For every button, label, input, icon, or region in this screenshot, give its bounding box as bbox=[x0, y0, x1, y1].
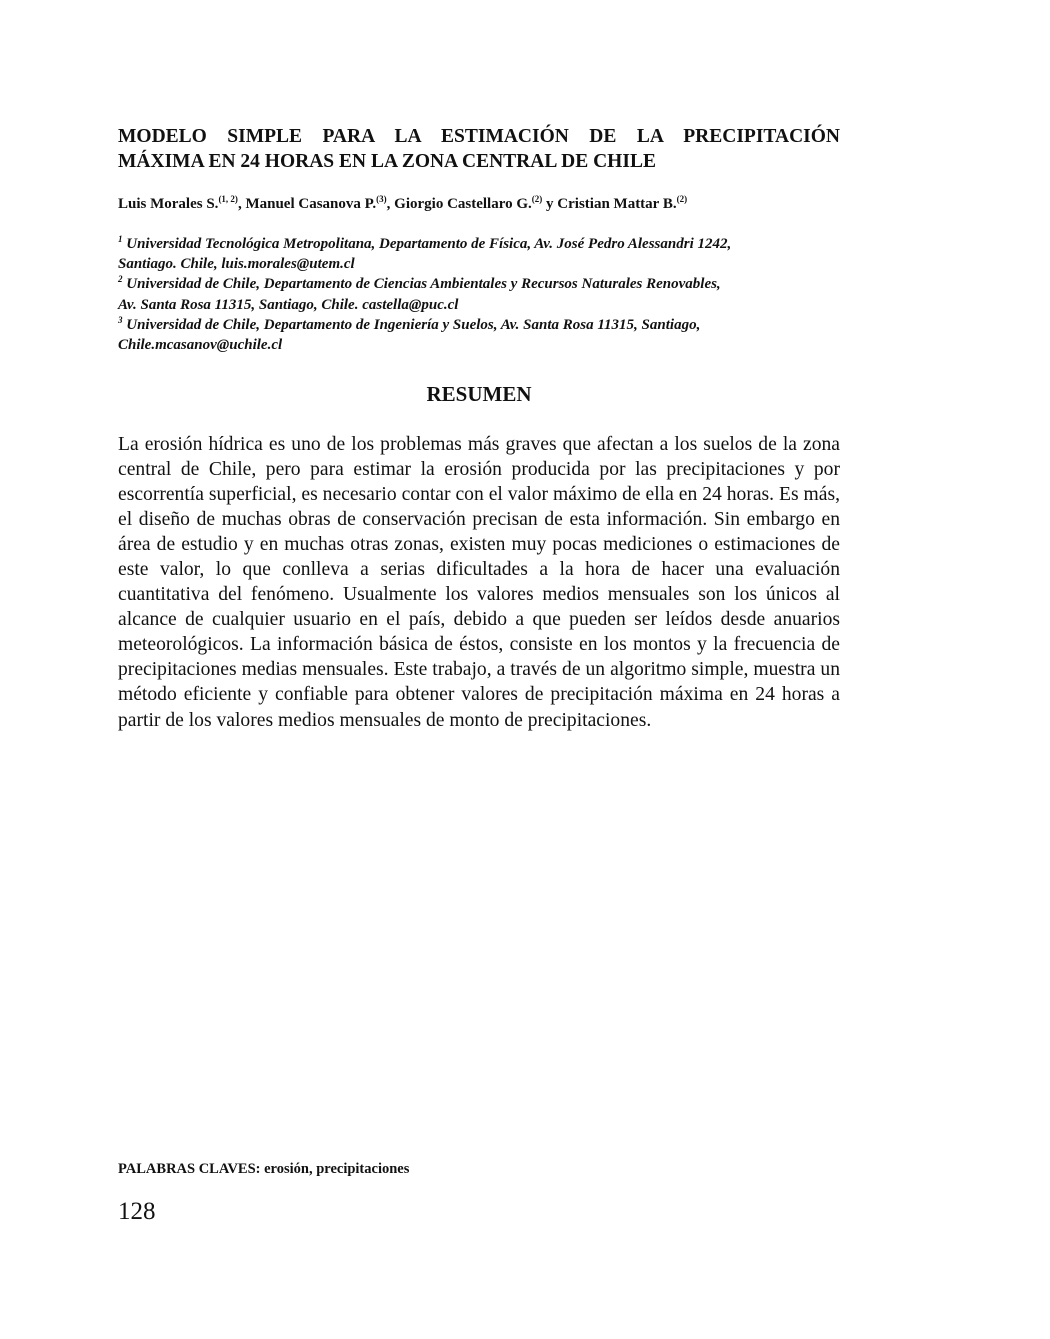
affiliation-line: Av. Santa Rosa 11315, Santiago, Chile. castella@puc.cl bbox=[118, 296, 459, 313]
affiliation-line bbox=[118, 234, 840, 254]
affiliation-line: Santiago. Chile, luis.morales@utem.cl bbox=[118, 256, 355, 273]
author-name: Cristian Mattar B. bbox=[557, 196, 677, 212]
affiliation-number: 3 bbox=[118, 314, 123, 325]
affiliation-line bbox=[118, 315, 840, 335]
author-name: Manuel Casanova P. bbox=[245, 196, 377, 212]
author-affiliation-ref: (1, 2) bbox=[218, 194, 238, 204]
author-name: Giorgio Castellaro G. bbox=[394, 196, 532, 212]
abstract-body: La erosión hídrica es uno de los problemas más graves que afectan a los suelos de la zona central de Chile, pero para estimar la erosión producida por las precipitaciones y por escorrentía superficial, es necesario contar con el valor máximo de ella en 24 horas. Es más, el diseño de muchas obras de conservación precisan de esta información. Sin embargo en área de estudio y en muchas otras zonas, existen muy pocas mediciones o estimaciones de este valor, lo que conlleva a serias dificultades a la hora de hacer una evaluación cuantitativa del fenómeno. Usualmente los valores medios mensuales son los únicos al alcance de cualquier usuario en el país, debido a que pueden ser leídos desde anuarios meteorológicos. La información básica de éstos, consiste en los montos y la frecuencia de precipitaciones medias mensuales. Este trabajo, a través de un algoritmo simple, muestra un método eficiente y confiable para obtener valores de precipitación máxima en 24 horas a partir de los valores medios mensuales de monto de precipitaciones. bbox=[118, 434, 840, 731]
keywords bbox=[118, 1159, 840, 1179]
author-separator: , bbox=[237, 196, 246, 212]
author-list bbox=[118, 193, 840, 215]
page-number: 128 bbox=[118, 1198, 156, 1225]
paper-page bbox=[118, 0, 840, 1339]
affiliation-text: Universidad Tecnológica Metropolitana, Departamento de Física, Av. José Pedro Alessandri 1242, bbox=[122, 236, 732, 252]
author-separator: y bbox=[542, 196, 558, 212]
affiliation-number: 2 bbox=[118, 274, 123, 285]
affiliation-line: Chile.mcasanov@uchile.cl bbox=[118, 337, 283, 354]
affiliation-text: Universidad de Chile, Departamento de Ingeniería y Suelos, Av. Santa Rosa 11315, Santiago, bbox=[122, 316, 701, 333]
author-affiliation-ref: (2) bbox=[676, 194, 688, 204]
abstract-heading: RESUMEN bbox=[426, 382, 532, 406]
keywords-value: erosión, precipitaciones bbox=[260, 1161, 410, 1177]
paper-title bbox=[118, 124, 840, 174]
affiliation-text: Universidad de Chile, Departamento de Ciencias Ambientales y Recursos Naturales Renovables, bbox=[122, 276, 721, 293]
affiliation-list bbox=[118, 234, 840, 355]
affiliation-line bbox=[118, 274, 840, 294]
affiliation-number: 1 bbox=[118, 234, 123, 244]
author-affiliation-ref: (3) bbox=[376, 194, 387, 204]
author-name: Luis Morales S. bbox=[118, 196, 219, 212]
keywords-label: PALABRAS CLAVES: bbox=[118, 1161, 261, 1177]
author-separator: , bbox=[386, 196, 395, 212]
paper-title-line-1: MODELO SIMPLE PARA LA ESTIMACIÓN DE LA PRECIPITACIÓN bbox=[118, 126, 840, 147]
author-affiliation-ref: (2) bbox=[531, 194, 543, 204]
paper-title-line-2: MÁXIMA EN 24 HORAS EN LA ZONA CENTRAL DE CHILE bbox=[118, 151, 656, 172]
